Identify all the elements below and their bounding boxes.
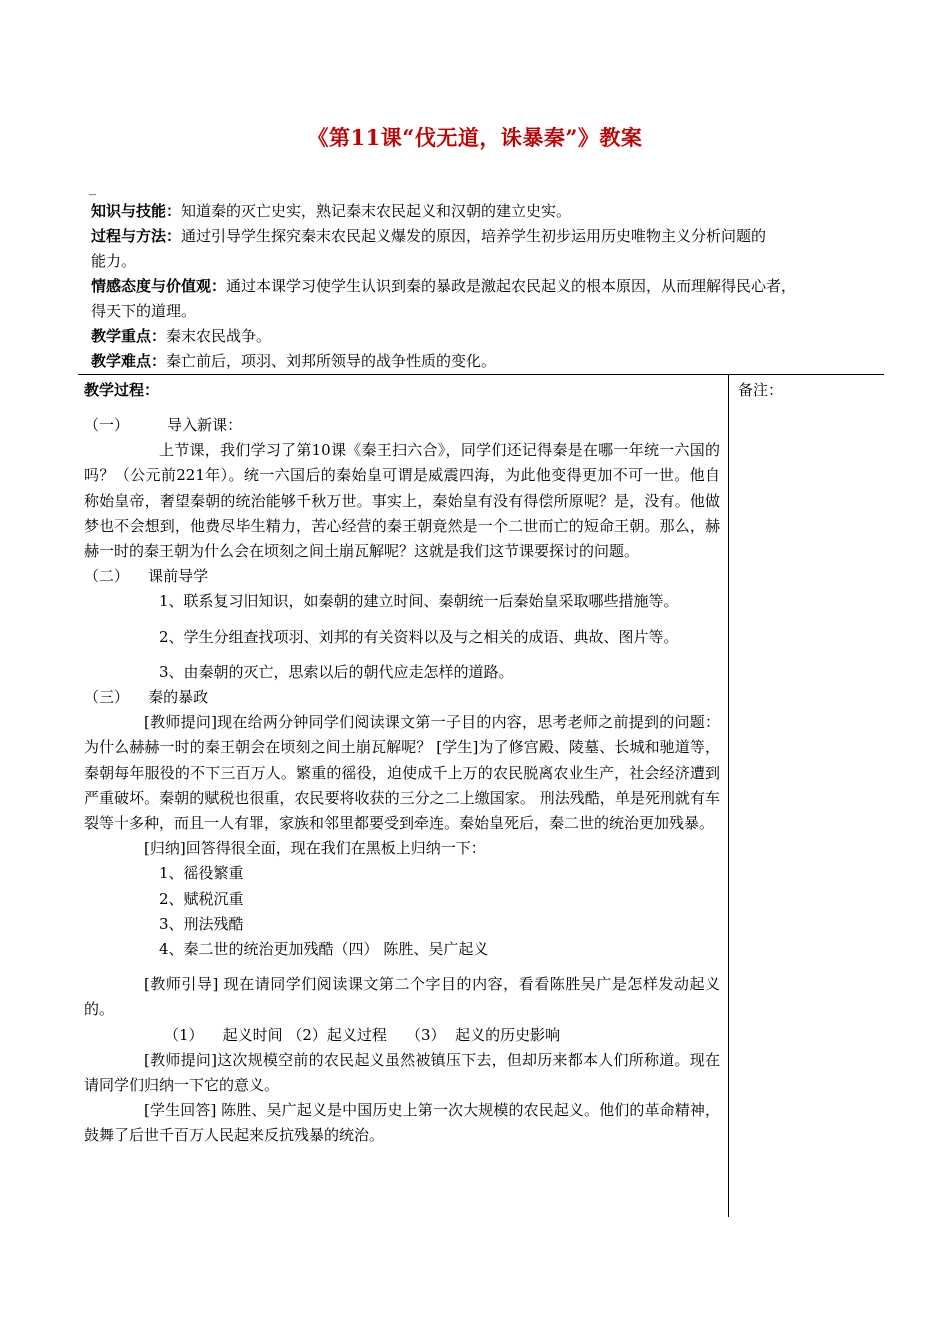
objective-text-cont: 得天下的道理。 xyxy=(91,302,197,320)
table-top-border xyxy=(78,374,884,375)
objective-label: 教学难点： xyxy=(91,352,167,370)
objective-process xyxy=(91,224,891,274)
page-title: 《第11课“伐无道，诛暴秦”》教案 xyxy=(307,125,643,150)
objective-label: 过程与方法： xyxy=(91,227,182,245)
list-item: 1、徭役繁重 xyxy=(159,864,244,883)
objective-text: 秦末农民战争。 xyxy=(166,327,272,345)
objective-label: 情感态度与价值观： xyxy=(91,277,227,295)
paragraph: [学生回答] 陈胜、吴广起义是中国历史上第一次大规模的农民起义。他们的革命精神，鼓舞了后世千百万人民起来反抗残暴的统治。 xyxy=(84,1101,720,1145)
lesson-process-content xyxy=(84,413,720,1149)
objective-emotion xyxy=(91,274,891,324)
objective-text-cont: 能力。 xyxy=(91,252,137,270)
section-heading: （二） 课前导学 xyxy=(84,567,209,586)
paragraph: [教师引导] 现在请同学们阅读课文第二个字目的内容，看看陈胜吴广是怎样发动起义的。 xyxy=(84,975,720,1019)
section-heading: （一） 导入新课： xyxy=(84,416,243,434)
objective-text: 知道秦的灭亡史实，熟记秦末农民起义和汉朝的建立史实。 xyxy=(181,202,572,220)
process-heading: 教学过程： xyxy=(84,381,160,399)
objective-text: 秦亡前后，项羽、刘邦所领导的战争性质的变化。 xyxy=(166,352,497,370)
list-item: 1、联系复习旧知识，如秦朝的建立时间、秦朝统一后秦始皇采取哪些措施等。 xyxy=(159,592,679,611)
table-column-divider xyxy=(728,374,729,1217)
paragraph: [教师提问]这次规模空前的农民起义虽然被镇压下去，但却历来都本人们所称道。现在请同学们归纳一下它的意义。 xyxy=(84,1050,720,1095)
section-heading: （三） 秦的暴政 xyxy=(84,688,209,707)
paragraph: [归纳]回答得很全面，现在我们在黑板上归纳一下： xyxy=(144,839,486,858)
paragraph: [教师提问]现在给两分钟同学们阅读课文第一子目的内容，思考老师之前提到的问题：为什么赫赫一时的秦王朝会在顷刻之间土崩瓦解呢？ [学生]为了修宫殿、陵墓、长城和驰道等，秦朝每年服役的不下三百万人。繁重的徭役，迫使成千上万的农民脱离农业生产，社会经济遭到严重破坏。秦朝的赋税也很重，农民要将收获的三分之二上缴国家。 刑法残酷，单是死刑就有车裂等十多种，而且一人有罪，家族和邻里都要受到牵连。秦始皇死后，秦二世的统治更加残暴。 xyxy=(84,713,720,833)
objective-text: 通过引导学生探究秦末农民起义爆发的原因，培养学生初步运用历史唯物主义分析问题的 xyxy=(181,227,767,245)
list-item: 2、学生分组查找项羽、刘邦的有关资料以及与之相关的成语、典故、图片等。 xyxy=(159,627,679,646)
list-item: 3、由秦朝的灭亡，思索以后的朝代应走怎样的道路。 xyxy=(159,662,514,681)
objective-knowledge xyxy=(91,199,891,224)
objective-text: 通过本课学习使学生认识到秦的暴政是激起农民起义的根本原因，从而理解得民心者， xyxy=(226,277,797,295)
objective-label: 知识与技能： xyxy=(91,202,182,220)
paragraph: （1） 起义时间 （2）起义过程 （3） 起义的历史影响 xyxy=(164,1025,561,1044)
remark-heading: 备注： xyxy=(738,381,784,399)
list-item: 3、刑法残酷 xyxy=(159,914,244,933)
objective-key-point xyxy=(91,324,891,349)
list-item: 4、秦二世的统治更加残酷（四） 陈胜、吴广起义 xyxy=(159,940,489,959)
objective-difficulty xyxy=(91,349,891,374)
dash-mark: _ xyxy=(89,180,96,196)
paragraph: 上节课，我们学习了第10课《秦王扫六合》，同学们还记得秦是在哪一年统一六国的吗？（公元前221年）。统一六国后的秦始皇可谓是威震四海，为此他变得更加不可一世。他自称始皇帝，奢望秦朝的统治能够千秋万世。事实上，秦始皇有没有得偿所原呢？是，没有。他做梦也不会想到，他费尽毕生精力，苦心经营的秦王朝竟然是一个二世而亡的短命王朝。那么，赫赫一时的秦王朝为什么会在顷刻之间土崩瓦解呢？这就是我们这节课要探讨的问题。 xyxy=(84,441,720,561)
objective-label: 教学重点： xyxy=(91,327,167,345)
list-item: 2、赋税沉重 xyxy=(159,889,244,908)
